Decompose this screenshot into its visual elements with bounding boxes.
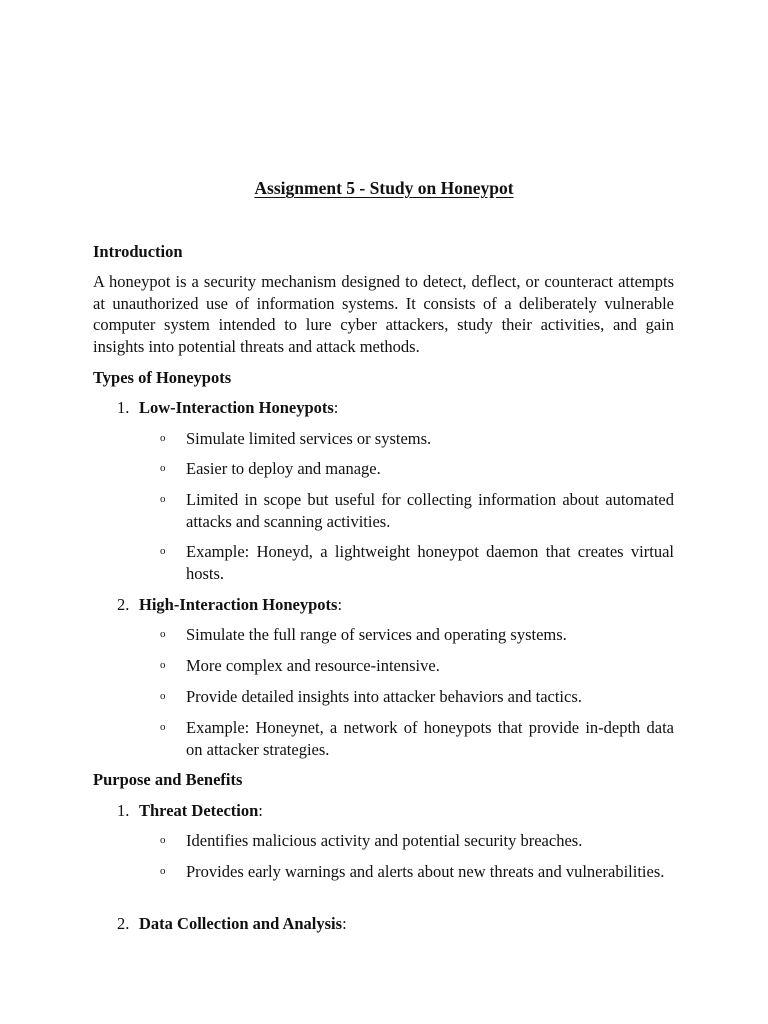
section-heading-purpose: Purpose and Benefits <box>93 770 243 789</box>
bullet-circle-icon: o <box>160 545 166 557</box>
bullet-item <box>160 489 674 532</box>
page-title: Assignment 5 - Study on Honeypot <box>254 178 514 198</box>
list-number: 1. <box>117 398 130 417</box>
bullet-circle-icon: o <box>160 834 166 846</box>
bullet-text: Provides early warnings and alerts about new threats and vulnerabilities. <box>186 862 665 881</box>
bullet-circle-icon: o <box>160 659 166 671</box>
list-item-label: Low-Interaction Honeypots <box>139 398 334 417</box>
list-item-high-interaction <box>117 594 342 616</box>
bullet-circle-icon: o <box>160 865 166 877</box>
bullet-circle-icon: o <box>160 432 166 444</box>
bullet-text: Easier to deploy and manage. <box>186 459 381 478</box>
bullet-item <box>160 686 674 708</box>
section-heading-introduction: Introduction <box>93 242 183 261</box>
introduction-paragraph: A honeypot is a security mechanism designed to detect, deflect, or counteract attempts at unauthorized use of information systems. It consists of a deliberately vulnerable computer system intended to lure cyber attackers, study their activities, and gain insights into potential threats and attack methods. <box>93 272 674 356</box>
bullet-text: Example: Honeynet, a network of honeypots that provide in-depth data on attacker strategies. <box>186 718 674 759</box>
list-item-suffix: : <box>342 914 347 933</box>
bullet-item <box>160 861 674 883</box>
list-number: 1. <box>117 801 130 820</box>
list-item-suffix: : <box>333 398 339 417</box>
list-item-label: Data Collection and Analysis <box>139 914 343 933</box>
bullet-item <box>160 624 674 646</box>
bullet-item <box>160 717 674 760</box>
bullet-item <box>160 541 674 584</box>
bullet-item <box>160 428 674 450</box>
bullet-item <box>160 458 674 480</box>
list-number: 2. <box>117 595 130 614</box>
bullet-circle-icon: o <box>160 628 166 640</box>
list-item-label: Threat Detection <box>139 801 259 820</box>
bullet-circle-icon: o <box>160 721 166 733</box>
bullet-text: Limited in scope but useful for collecting information about automated attacks and scanning activities. <box>186 490 674 531</box>
bullet-text: Simulate limited services or systems. <box>186 429 432 448</box>
bullet-text: Provide detailed insights into attacker behaviors and tactics. <box>186 687 582 706</box>
list-number: 2. <box>117 914 130 933</box>
list-item-low-interaction <box>117 397 338 419</box>
bullet-text: Example: Honeyd, a lightweight honeypot daemon that creates virtual hosts. <box>186 542 674 583</box>
list-item-suffix: : <box>337 595 343 614</box>
bullet-circle-icon: o <box>160 462 166 474</box>
bullet-circle-icon: o <box>160 493 166 505</box>
section-heading-types: Types of Honeypots <box>93 368 232 387</box>
bullet-item <box>160 655 674 677</box>
bullet-item <box>160 830 674 852</box>
bullet-text: Identifies malicious activity and potential security breaches. <box>186 831 583 850</box>
bullet-circle-icon: o <box>160 690 166 702</box>
list-item-label: High-Interaction Honeypots <box>139 595 338 614</box>
bullet-text: Simulate the full range of services and operating systems. <box>186 625 567 644</box>
list-item-suffix: : <box>258 801 263 820</box>
list-item-threat-detection <box>117 800 263 822</box>
bullet-text: More complex and resource-intensive. <box>186 656 440 675</box>
list-item-data-collection <box>117 913 347 935</box>
